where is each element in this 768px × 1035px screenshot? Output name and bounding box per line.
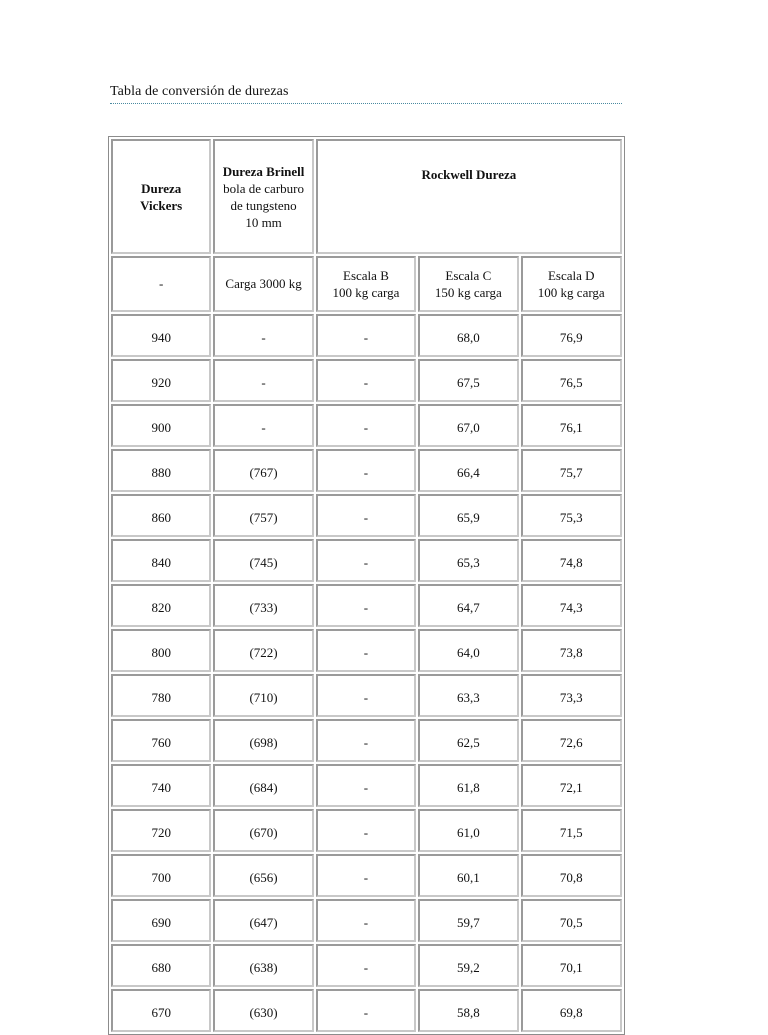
cell-rockwell-d: 71,5 bbox=[521, 809, 623, 852]
cell-rockwell-d: 75,3 bbox=[521, 494, 623, 537]
cell-rockwell-c: 60,1 bbox=[418, 854, 518, 897]
cell-rockwell-b: - bbox=[316, 449, 416, 492]
cell-rockwell-c: 64,7 bbox=[418, 584, 518, 627]
cell-brinell: (656) bbox=[213, 854, 313, 897]
cell-rockwell-c: 61,0 bbox=[418, 809, 518, 852]
cell-vickers: 740 bbox=[111, 764, 211, 807]
escala-d-load: 100 kg carga bbox=[537, 285, 605, 300]
cell-vickers: 840 bbox=[111, 539, 211, 582]
cell-vickers: 880 bbox=[111, 449, 211, 492]
table-row bbox=[111, 629, 622, 672]
table-row bbox=[111, 449, 622, 492]
table-row bbox=[111, 314, 622, 357]
cell-rockwell-c: 66,4 bbox=[418, 449, 518, 492]
cell-brinell: (710) bbox=[213, 674, 313, 717]
escala-d-label: Escala D bbox=[547, 268, 595, 283]
cell-rockwell-d: 70,8 bbox=[521, 854, 623, 897]
cell-rockwell-d: 74,8 bbox=[521, 539, 623, 582]
cell-rockwell-d: 69,8 bbox=[521, 989, 623, 1032]
cell-rockwell-b: - bbox=[316, 494, 416, 537]
cell-brinell: (684) bbox=[213, 764, 313, 807]
cell-vickers: 920 bbox=[111, 359, 211, 402]
cell-rockwell-c: 61,8 bbox=[418, 764, 518, 807]
cell-rockwell-d: 75,7 bbox=[521, 449, 623, 492]
cell-rockwell-b: - bbox=[316, 764, 416, 807]
title-divider bbox=[110, 103, 622, 104]
table-row bbox=[111, 584, 622, 627]
cell-rockwell-c: 62,5 bbox=[418, 719, 518, 762]
cell-brinell: (733) bbox=[213, 584, 313, 627]
cell-rockwell-c: 67,0 bbox=[418, 404, 518, 447]
cell-rockwell-b: - bbox=[316, 359, 416, 402]
cell-rockwell-c: 65,3 bbox=[418, 539, 518, 582]
cell-rockwell-b: - bbox=[316, 944, 416, 987]
cell-rockwell-c: 58,8 bbox=[418, 989, 518, 1032]
header-vickers bbox=[111, 139, 211, 254]
cell-rockwell-b: - bbox=[316, 854, 416, 897]
table-row bbox=[111, 674, 622, 717]
table-row bbox=[111, 494, 622, 537]
table-row bbox=[111, 764, 622, 807]
cell-rockwell-b: - bbox=[316, 809, 416, 852]
header-brinell-sub2: de tungsteno bbox=[230, 197, 297, 213]
cell-brinell: - bbox=[213, 404, 313, 447]
cell-rockwell-d: 70,5 bbox=[521, 899, 623, 942]
table-row bbox=[111, 539, 622, 582]
cell-rockwell-d: 70,1 bbox=[521, 944, 623, 987]
cell-rockwell-b: - bbox=[316, 404, 416, 447]
cell-rockwell-c: 59,7 bbox=[418, 899, 518, 942]
cell-rockwell-d: 74,3 bbox=[521, 584, 623, 627]
cell-vickers: 680 bbox=[111, 944, 211, 987]
table-row bbox=[111, 944, 622, 987]
cell-rockwell-c: 67,5 bbox=[418, 359, 518, 402]
cell-rockwell-c: 59,2 bbox=[418, 944, 518, 987]
table-row bbox=[111, 809, 622, 852]
cell-rockwell-b: - bbox=[316, 989, 416, 1032]
cell-rockwell-d: 73,3 bbox=[521, 674, 623, 717]
header-vickers-line2: Vickers bbox=[140, 197, 183, 213]
escala-c-label: Escala C bbox=[445, 268, 492, 283]
cell-brinell: - bbox=[213, 359, 313, 402]
cell-brinell: (630) bbox=[213, 989, 313, 1032]
header-brinell-title: Dureza Brinell bbox=[222, 163, 305, 179]
cell-rockwell-b: - bbox=[316, 899, 416, 942]
cell-brinell: (757) bbox=[213, 494, 313, 537]
table-row bbox=[111, 899, 622, 942]
table-row bbox=[111, 989, 622, 1032]
cell-brinell: (647) bbox=[213, 899, 313, 942]
cell-vickers: 820 bbox=[111, 584, 211, 627]
cell-brinell: - bbox=[213, 314, 313, 357]
cell-vickers: 670 bbox=[111, 989, 211, 1032]
escala-c-load: 150 kg carga bbox=[434, 285, 502, 300]
cell-rockwell-b: - bbox=[316, 314, 416, 357]
header-brinell-sub3: 10 mm bbox=[245, 214, 282, 230]
cell-vickers: 700 bbox=[111, 854, 211, 897]
header-vickers-load: - bbox=[111, 256, 211, 312]
cell-brinell: (670) bbox=[213, 809, 313, 852]
hardness-conversion-table bbox=[108, 136, 625, 1035]
cell-rockwell-c: 68,0 bbox=[418, 314, 518, 357]
cell-rockwell-b: - bbox=[316, 629, 416, 672]
header-escala-c bbox=[418, 256, 518, 312]
cell-vickers: 900 bbox=[111, 404, 211, 447]
cell-rockwell-b: - bbox=[316, 719, 416, 762]
cell-rockwell-c: 63,3 bbox=[418, 674, 518, 717]
header-brinell bbox=[213, 139, 313, 254]
cell-rockwell-d: 73,8 bbox=[521, 629, 623, 672]
cell-rockwell-d: 76,1 bbox=[521, 404, 623, 447]
cell-vickers: 860 bbox=[111, 494, 211, 537]
cell-brinell: (722) bbox=[213, 629, 313, 672]
header-brinell-load: Carga 3000 kg bbox=[213, 256, 313, 312]
cell-rockwell-b: - bbox=[316, 539, 416, 582]
cell-rockwell-b: - bbox=[316, 584, 416, 627]
table-row bbox=[111, 404, 622, 447]
header-vickers-line1: Dureza bbox=[141, 180, 182, 196]
cell-rockwell-b: - bbox=[316, 674, 416, 717]
cell-rockwell-d: 72,1 bbox=[521, 764, 623, 807]
cell-rockwell-c: 64,0 bbox=[418, 629, 518, 672]
cell-brinell: (767) bbox=[213, 449, 313, 492]
cell-brinell: (638) bbox=[213, 944, 313, 987]
cell-rockwell-c: 65,9 bbox=[418, 494, 518, 537]
header-rockwell: Rockwell Dureza bbox=[316, 139, 622, 254]
header-row-sub bbox=[111, 256, 622, 312]
cell-vickers: 760 bbox=[111, 719, 211, 762]
cell-rockwell-d: 76,5 bbox=[521, 359, 623, 402]
cell-rockwell-d: 72,6 bbox=[521, 719, 623, 762]
cell-vickers: 690 bbox=[111, 899, 211, 942]
table-row bbox=[111, 854, 622, 897]
cell-vickers: 720 bbox=[111, 809, 211, 852]
cell-brinell: (745) bbox=[213, 539, 313, 582]
cell-vickers: 940 bbox=[111, 314, 211, 357]
escala-b-label: Escala B bbox=[343, 268, 389, 283]
header-escala-d bbox=[521, 256, 623, 312]
header-escala-b bbox=[316, 256, 416, 312]
cell-vickers: 780 bbox=[111, 674, 211, 717]
table-row bbox=[111, 719, 622, 762]
page-title: Tabla de conversión de durezas bbox=[110, 84, 289, 99]
cell-rockwell-d: 76,9 bbox=[521, 314, 623, 357]
cell-vickers: 800 bbox=[111, 629, 211, 672]
table-row bbox=[111, 359, 622, 402]
escala-b-load: 100 kg carga bbox=[332, 285, 400, 300]
header-row-main bbox=[111, 139, 622, 254]
cell-brinell: (698) bbox=[213, 719, 313, 762]
header-brinell-sub1: bola de carburo bbox=[223, 180, 304, 196]
